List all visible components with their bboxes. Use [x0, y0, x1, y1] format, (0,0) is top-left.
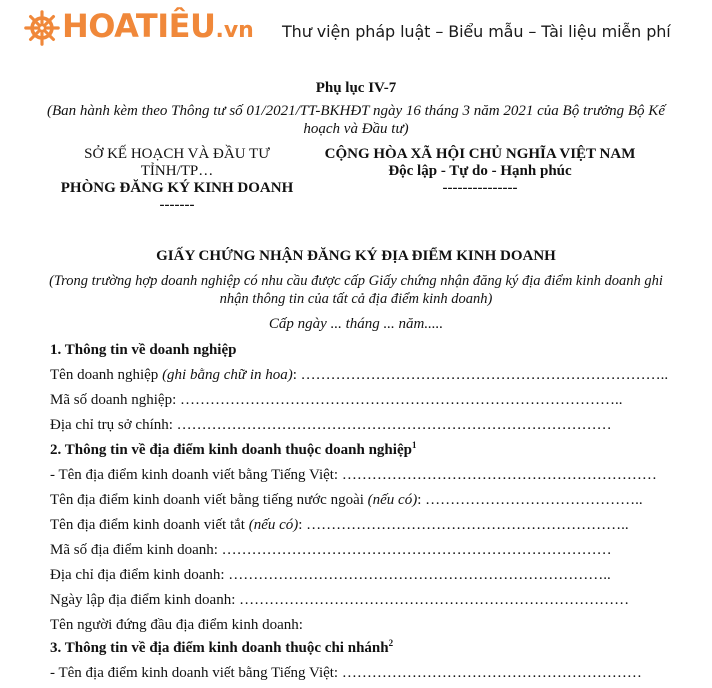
- document-title: GIẤY CHỨNG NHẬN ĐĂNG KÝ ĐỊA ĐIỂM KINH DOANH: [156, 248, 556, 264]
- national-header: [310, 146, 650, 197]
- appendix-label: Phụ lục IV-7: [315, 80, 397, 96]
- issued-note-line1: (Ban hành kèm theo Thông tư số 01/2021/TT-BKHĐT ngày 16 tháng 3 năm 2021 của Bộ trưởng Bộ Kế: [47, 103, 665, 119]
- field-company-code[interactable]: Mã số doanh nghiệp: ……………………………………………………………………………..: [50, 392, 623, 408]
- issued-note-line2: hoạch và Đầu tư): [303, 121, 409, 137]
- logo-text: HOATIÊU.vn: [62, 6, 254, 45]
- ship-wheel-icon: [24, 10, 60, 46]
- field-location-code[interactable]: Mã số địa điểm kinh doanh: ……………………………………………………………………: [50, 542, 612, 558]
- subtitle-line2: nhận thông tin của tất cả địa điểm kinh doanh): [219, 291, 493, 307]
- field-head-office-address[interactable]: Địa chỉ trụ sở chính: ……………………………………………………………………………: [50, 417, 612, 433]
- field-location-name-foreign[interactable]: Tên địa điểm kinh doanh viết bằng tiếng nước ngoài (nếu có): ……………………………………..: [50, 492, 643, 508]
- field-location-name-vi[interactable]: - Tên địa điểm kinh doanh viết bằng Tiếng Việt: ………………………………………………………: [50, 467, 657, 483]
- agency-divider: -------: [159, 197, 195, 213]
- issue-date: Cấp ngày ... tháng ... năm.....: [268, 316, 444, 332]
- agency-line2: TỈNH/TP…: [140, 163, 214, 179]
- national-title: CỘNG HÒA XÃ HỘI CHỦ NGHĨA VIỆT NAM: [324, 146, 636, 162]
- field-branch-location-name-vi[interactable]: - Tên địa điểm kinh doanh viết bằng Tiếng Việt: ……………………………………………………: [50, 665, 642, 681]
- footnote-ref-2[interactable]: 2: [388, 638, 394, 648]
- field-location-address[interactable]: Địa chỉ địa điểm kinh doanh: …………………………………………………………………..: [50, 567, 611, 583]
- site-header: [0, 0, 712, 70]
- footnote-ref-1[interactable]: 1: [411, 440, 417, 450]
- field-location-head-name[interactable]: Tên người đứng đầu địa điểm kinh doanh:: [50, 617, 303, 633]
- section-heading-3: 3. Thông tin về địa điểm kinh doanh thuộc chi nhánh$^2$: [50, 638, 394, 656]
- field-location-name-short[interactable]: Tên địa điểm kinh doanh viết tắt (nếu có): ………………………………………………………..: [50, 517, 629, 533]
- field-location-established-date[interactable]: Ngày lập địa điểm kinh doanh: ……………………………………………………………………: [50, 592, 630, 608]
- subtitle-line1: (Trong trường hợp doanh nghiệp có nhu cầu được cấp Giấy chứng nhận đăng ký địa điểm kinh doanh ghi: [49, 273, 663, 289]
- site-logo[interactable]: [24, 8, 254, 48]
- national-divider: ---------------: [442, 180, 518, 196]
- section-heading-1: 1. Thông tin về doanh nghiệp: [50, 342, 237, 358]
- agency-line1: SỞ KẾ HOẠCH VÀ ĐẦU TƯ: [84, 146, 270, 162]
- field-company-name[interactable]: Tên doanh nghiệp (ghi bằng chữ in hoa): ………………………………………………………………..: [50, 367, 669, 383]
- agency-line3: PHÒNG ĐĂNG KÝ KINH DOANH: [60, 180, 294, 196]
- agency-header: [48, 146, 306, 214]
- national-motto: Độc lập - Tự do - Hạnh phúc: [388, 163, 572, 179]
- section-heading-2: 2. Thông tin về địa điểm kinh doanh thuộc doanh nghiệp$^1$: [50, 440, 417, 458]
- site-tagline: Thư viện pháp luật – Biểu mẫu – Tài liệu miễn phí: [282, 22, 671, 41]
